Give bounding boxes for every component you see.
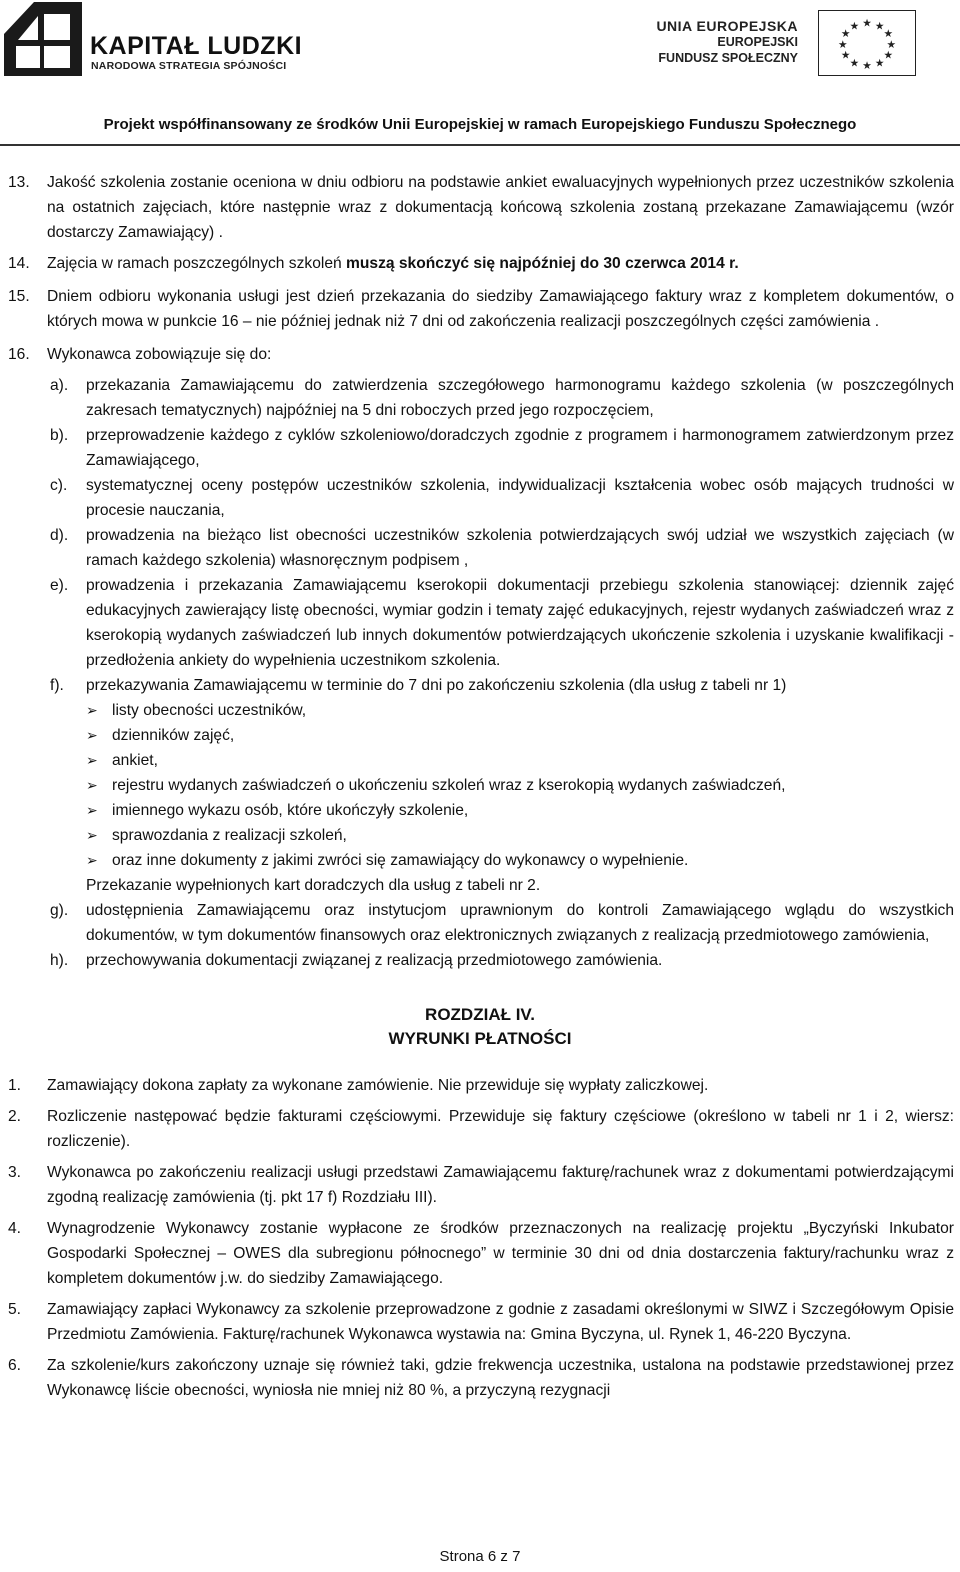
list-item-label: f). [50,677,64,694]
eu-logo-text [656,18,798,66]
paragraph-number: 16. [8,346,30,363]
arrow-bullet-icon: ➢ [86,727,98,743]
list-item-text: prowadzenia na bieżąco list obecności uczestników szkolenia potwierdzających swój udział we wszystkich zajęciach (w ramach każdego szkolenia) własnoręcznym podpisem , [86,527,954,569]
bullet-text: rejestru wydanych zaświadczeń o ukończeniu szkoleń wraz z kserokopią wydanych zaświadczeń, [112,777,786,794]
kapital-ludzki-logo [4,2,304,76]
bullet-item [0,773,960,798]
bullet-text: oraz inne dokumenty z jakimi zwróci się zamawiający do wykonawcy o wypełnienie. [112,852,689,869]
bullet-item [0,823,960,848]
arrow-bullet-icon: ➢ [86,777,98,793]
page-header [0,0,960,150]
svg-text:★: ★ [874,56,885,70]
payment-item-text: Wynagrodzenie Wykonawcy zostanie wypłacone ze środków przeznaczonych na realizację projektu „Byczyński Inkubator Gospodarki Społecznej – OWES dla subregionu północnego” w terminie 30 dni od dnia dostarczenia faktury/rachunku wraz z kompletem dokumentów j.w. do siedziby Zamawiającego. [47,1220,954,1287]
payment-item-number: 3. [8,1164,22,1181]
list-item-label: h). [50,952,69,969]
list-item-label: a). [50,377,69,394]
svg-text:★: ★ [883,48,894,62]
paragraph-14 [0,251,960,276]
svg-text:★: ★ [862,59,872,73]
paragraph-13 [0,170,960,245]
paragraph-text: Dniem odbioru wykonania usługi jest dzień przekazania do siedziby Zamawiającego faktury wraz z kompletem dokumentów, o których mowa w punkcie 16 – nie później jednak niż 7 dni od zakończenia realizacji poszczególnych części zamówienia . [47,288,954,330]
list-item [0,573,960,673]
payment-item [0,1073,960,1098]
payment-item-text: Zamawiający dokona zapłaty za wykonane zamówienie. Nie przewiduje się wypłaty zaliczkowej. [47,1077,709,1094]
after-bullets-note: Przekazanie wypełnionych kart doradczych dla usług z tabeli nr 2. [86,877,541,894]
svg-text:★: ★ [840,48,851,62]
bullet-item [0,848,960,873]
chapter-number: ROZDZIAŁ IV. [425,1005,535,1024]
payment-item-number: 1. [8,1077,22,1094]
kapital-ludzki-emblem-icon [4,2,82,76]
eu-logo [648,10,938,76]
list-item-text: udostępnienia Zamawiającemu oraz instytucjom uprawnionym do kontroli Zamawiającego wglądu do wszystkich dokumentów, w tym dokumentów finansowych oraz elektronicznych związanych z realizacją przedmiotowego zamówienia, [86,902,954,944]
list-item [0,673,960,698]
bullet-text: sprawozdania z realizacji szkoleń, [112,827,347,844]
list-item-text: systematycznej oceny postępów uczestników szkolenia, indywidualizacji kształcenia wobec osób mających trudności w procesie nauczania, [86,477,954,519]
list-item [0,423,960,473]
payment-item-number: 5. [8,1301,22,1318]
bullet-text: ankiet, [112,752,158,769]
payment-item [0,1297,960,1347]
payment-item-text: Zamawiający zapłaci Wykonawcy za szkolenie przeprowadzone z godnie z zasadami określonymi w SIWZ i Szczegółowym Opisie Przedmiotu Zamówienia. Fakturę/rachunek Wykonawca wystawia na: Gmina Byczyna, ul. Rynek 1, 46-220 Byczyna. [47,1301,954,1343]
list-item-text: przechowywania dokumentacji związanej z realizacją przedmiotowego zamówienia. [86,952,663,969]
payment-item-text: Wykonawca po zakończeniu realizacji usługi przedstawi Zamawiającemu fakturę/rachunek wraz z dokumentami potwierdzającymi zgodną realizację zamówienia (tj. pkt 17 f) Rozdziału III). [47,1164,954,1206]
kapital-ludzki-title: KAPITAŁ LUDZKI [90,32,303,60]
paragraph-text: Wykonawca zobowiązuje się do: [47,346,272,363]
eu-line-1: UNIA EUROPEJSKA [656,18,798,34]
list-item-text: przekazywania Zamawiającemu w terminie do 7 dni po zakończeniu szkolenia (dla usług z tabeli nr 1) [86,677,787,694]
list-item-label: g). [50,902,69,919]
chapter-title: WYRUNKI PŁATNOŚCI [388,1029,572,1048]
list-item-label: b). [50,427,69,444]
bullet-item [0,748,960,773]
payment-item [0,1104,960,1154]
payment-item-number: 2. [8,1108,22,1125]
svg-text:★: ★ [862,16,872,30]
payment-item-text: Rozliczenie następować będzie fakturami częściowymi. Przewiduje się faktury częściowe (określono w tabeli nr 1 i 2, wiersz: rozliczenie). [47,1108,954,1150]
svg-text:★: ★ [874,19,885,33]
arrow-bullet-icon: ➢ [86,752,98,768]
svg-text:★: ★ [840,27,851,41]
document-body [0,170,960,1403]
paragraph-16 [0,342,960,367]
list-item-text: prowadzenia i przekazania Zamawiającemu kserokopii dokumentacji przebiegu szkolenia stanowiącej: dziennik zajęć edukacyjnych zawierający listę obecności, wymiar godzin i tematy zajęć edukacyjnych, rejestr wydanych zaświadczeń wraz z kserokopią wydanych zaświadczeń lub innych dokumentów potwierdzających ukończenie szkolenia i uzyskanie kwalifikacji - przedłożenia ankiety do wypełnienia uczestnikom szkolenia. [86,577,954,669]
chapter-heading [0,1003,960,1051]
payment-item [0,1353,960,1403]
list-item [0,898,960,948]
list-item-label: e). [50,577,69,594]
paragraph-15 [0,284,960,334]
svg-text:★: ★ [849,19,860,33]
paragraph-text: Jakość szkolenia zostanie oceniona w dniu odbioru na podstawie ankiet ewaluacyjnych wypełnionych przez uczestników szkolenia na ostatnich zajęciach, które następnie wraz z dokumentacją końcową szkolenia zostaną przekazane Zamawiającemu (wzór dostarczy Zamawiający) . [47,174,954,241]
header-divider [0,144,960,146]
bullet-item [0,723,960,748]
project-cofinancing-line: Projekt współfinansowany ze środków Unii Europejskiej w ramach Europejskiego Funduszu Społecznego [103,116,857,133]
svg-text:★: ★ [837,37,848,51]
paragraph-number: 13. [8,174,30,191]
list-item-label: c). [50,477,68,494]
svg-text:★: ★ [883,27,894,41]
list-item-text: przekazania Zamawiającemu do zatwierdzenia szczegółowego harmonogramu każdego szkolenia (w poszczególnych zakresach tematycznych) najpóźniej na 5 dni roboczych przed jego rozpoczęciem, [86,377,954,419]
arrow-bullet-icon: ➢ [86,827,98,843]
payment-item-text: Za szkolenie/kurs zakończony uznaje się również taki, gdzie frekwencja uczestnika, ustalona na podstawie przedstawionej przez Wykonawcę liście obecności, wyniosła nie mniej niż 80 %, a przyczyną rezygnacji [47,1357,954,1399]
bullet-text: listy obecności uczestników, [112,702,307,719]
list-item-label: d). [50,527,69,544]
eu-line-2: EUROPEJSKI [717,35,798,49]
list-item [0,523,960,573]
list-item [0,948,960,973]
list-item-text: przeprowadzenie każdego z cyklów szkoleniowo/doradczych zgodnie z programem i harmonogramem zatwierdzonym przez Zamawiającego, [86,427,954,469]
eu-line-3: FUNDUSZ SPOŁECZNY [658,51,798,65]
paragraph-text: Zajęcia w ramach poszczególnych szkoleń [47,255,347,272]
paragraph-bold-text: muszą skończyć się najpóźniej do 30 czerwca 2014 r. [346,255,739,272]
bullet-item [0,698,960,723]
paragraph-number: 15. [8,288,30,305]
payment-item [0,1216,960,1291]
payment-item [0,1160,960,1210]
kapital-ludzki-subtitle: NARODOWA STRATEGIA SPÓJNOŚCI [91,60,287,72]
eu-flag-icon [818,10,916,76]
payment-item-number: 6. [8,1357,22,1374]
paragraph-number: 14. [8,255,30,272]
page-number-footer: Strona 6 z 7 [439,1548,521,1565]
bullet-text: dzienników zajęć, [112,727,235,744]
payment-item-number: 4. [8,1220,22,1237]
arrow-bullet-icon: ➢ [86,702,98,718]
svg-text:★: ★ [849,56,860,70]
list-item [0,373,960,423]
arrow-bullet-icon: ➢ [86,852,98,868]
list-item [0,473,960,523]
bullet-item [0,798,960,823]
bullet-text: imiennego wykazu osób, które ukończyły szkolenie, [112,802,469,819]
svg-text:★: ★ [886,37,897,51]
arrow-bullet-icon: ➢ [86,802,98,818]
